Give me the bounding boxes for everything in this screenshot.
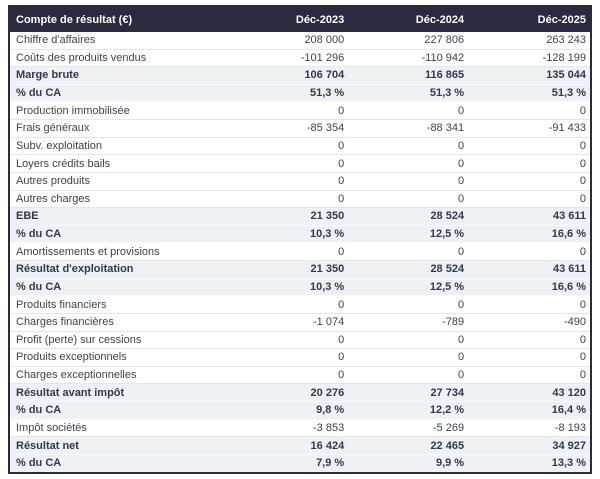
cell-value: 16 424: [232, 437, 351, 455]
cell-value: 0: [232, 331, 351, 349]
row-label: Autres produits: [9, 172, 232, 190]
cell-value: 27 734: [351, 384, 471, 402]
row-label: % du CA: [9, 402, 232, 420]
cell-value: 0: [351, 331, 471, 349]
table-row: [9, 437, 591, 455]
cell-value: 0: [471, 296, 591, 314]
table-row: [9, 243, 591, 261]
cell-value: 0: [351, 172, 471, 190]
row-label: Production immobilisée: [9, 102, 232, 120]
cell-value: 0: [471, 331, 591, 349]
cell-value: 0: [232, 243, 351, 261]
cell-value: 51,3 %: [232, 84, 351, 102]
cell-value: 0: [232, 296, 351, 314]
cell-value: 263 243: [471, 32, 591, 49]
cell-value: -789: [351, 313, 471, 331]
table-row: [9, 454, 591, 473]
table-row: [9, 366, 591, 384]
cell-value: 43 611: [471, 208, 591, 226]
table-row: [9, 190, 591, 208]
cell-value: -110 942: [351, 49, 471, 67]
table-row: [9, 137, 591, 155]
row-label: Chiffre d'affaires: [9, 32, 232, 49]
cell-value: 12,5 %: [351, 225, 471, 243]
cell-value: 0: [351, 190, 471, 208]
row-label: Résultat avant impôt: [9, 384, 232, 402]
cell-value: 51,3 %: [351, 84, 471, 102]
cell-value: 10,3 %: [232, 278, 351, 296]
cell-value: 0: [471, 102, 591, 120]
row-label: Loyers crédits bails: [9, 155, 232, 173]
cell-value: 0: [232, 366, 351, 384]
table-row: [9, 102, 591, 120]
cell-value: -1 074: [232, 313, 351, 331]
cell-value: 9,9 %: [351, 454, 471, 473]
cell-value: 0: [232, 102, 351, 120]
row-label: Autres charges: [9, 190, 232, 208]
cell-value: 0: [351, 243, 471, 261]
cell-value: 16,6 %: [471, 278, 591, 296]
column-header-dec-2024: Déc-2024: [351, 6, 471, 32]
cell-value: 43 120: [471, 384, 591, 402]
cell-value: -128 199: [471, 49, 591, 67]
cell-value: 0: [232, 172, 351, 190]
row-label: % du CA: [9, 278, 232, 296]
cell-value: -5 269: [351, 419, 471, 437]
cell-value: 0: [471, 366, 591, 384]
row-label: Frais généraux: [9, 120, 232, 138]
cell-value: 43 611: [471, 261, 591, 279]
header-row: [9, 6, 591, 32]
cell-value: 106 704: [232, 67, 351, 85]
table-row: [9, 155, 591, 173]
table-title: Compte de résultat (€): [9, 6, 232, 32]
row-label: Subv. exploitation: [9, 137, 232, 155]
row-label: Produits financiers: [9, 296, 232, 314]
cell-value: 13,3 %: [471, 454, 591, 473]
cell-value: 0: [351, 296, 471, 314]
cell-value: 0: [351, 155, 471, 173]
table-row: [9, 172, 591, 190]
row-label: Amortissements et provisions: [9, 243, 232, 261]
cell-value: 7,9 %: [232, 454, 351, 473]
table-row: [9, 67, 591, 85]
cell-value: 21 350: [232, 208, 351, 226]
cell-value: 16,6 %: [471, 225, 591, 243]
cell-value: 0: [232, 190, 351, 208]
row-label: % du CA: [9, 225, 232, 243]
table-row: [9, 384, 591, 402]
table-row: [9, 296, 591, 314]
row-label: Profit (perte) sur cessions: [9, 331, 232, 349]
cell-value: 0: [471, 349, 591, 367]
cell-value: 0: [351, 349, 471, 367]
table-body: [9, 32, 591, 473]
table-row: [9, 120, 591, 138]
income-statement-table: [8, 5, 592, 474]
cell-value: 0: [232, 349, 351, 367]
cell-value: 0: [471, 172, 591, 190]
row-label: Impôt sociétés: [9, 419, 232, 437]
cell-value: 0: [471, 155, 591, 173]
cell-value: 12,2 %: [351, 402, 471, 420]
table-row: [9, 331, 591, 349]
row-label: EBE: [9, 208, 232, 226]
cell-value: 0: [351, 102, 471, 120]
cell-value: 22 465: [351, 437, 471, 455]
cell-value: 12,5 %: [351, 278, 471, 296]
table-row: [9, 32, 591, 49]
cell-value: 10,3 %: [232, 225, 351, 243]
cell-value: 21 350: [232, 261, 351, 279]
row-label: Charges financières: [9, 313, 232, 331]
cell-value: 20 276: [232, 384, 351, 402]
cell-value: -490: [471, 313, 591, 331]
table-row: [9, 349, 591, 367]
table-row: [9, 402, 591, 420]
cell-value: 0: [471, 137, 591, 155]
cell-value: 0: [351, 366, 471, 384]
row-label: % du CA: [9, 454, 232, 473]
cell-value: 34 927: [471, 437, 591, 455]
cell-value: 16,4 %: [471, 402, 591, 420]
cell-value: 9,8 %: [232, 402, 351, 420]
cell-value: -101 296: [232, 49, 351, 67]
row-label: Charges exceptionnelles: [9, 366, 232, 384]
cell-value: 0: [471, 190, 591, 208]
cell-value: -8 193: [471, 419, 591, 437]
cell-value: -91 433: [471, 120, 591, 138]
cell-value: -88 341: [351, 120, 471, 138]
cell-value: -85 354: [232, 120, 351, 138]
row-label: Résultat net: [9, 437, 232, 455]
table-row: [9, 261, 591, 279]
cell-value: 227 806: [351, 32, 471, 49]
row-label: % du CA: [9, 84, 232, 102]
cell-value: 28 524: [351, 208, 471, 226]
table-row: [9, 419, 591, 437]
row-label: Produits exceptionnels: [9, 349, 232, 367]
cell-value: 51,3 %: [471, 84, 591, 102]
table-row: [9, 313, 591, 331]
cell-value: 116 865: [351, 67, 471, 85]
cell-value: 28 524: [351, 261, 471, 279]
row-label: Coûts des produits vendus: [9, 49, 232, 67]
table-row: [9, 225, 591, 243]
table-row: [9, 49, 591, 67]
cell-value: 0: [232, 155, 351, 173]
row-label: Marge brute: [9, 67, 232, 85]
cell-value: 0: [471, 243, 591, 261]
column-header-dec-2025: Déc-2025: [471, 6, 591, 32]
column-header-dec-2023: Déc-2023: [232, 6, 351, 32]
table-header: [9, 6, 591, 32]
cell-value: 0: [232, 137, 351, 155]
cell-value: -3 853: [232, 419, 351, 437]
table-row: [9, 278, 591, 296]
cell-value: 208 000: [232, 32, 351, 49]
row-label: Résultat d'exploitation: [9, 261, 232, 279]
cell-value: 0: [351, 137, 471, 155]
table-row: [9, 208, 591, 226]
table-row: [9, 84, 591, 102]
cell-value: 135 044: [471, 67, 591, 85]
